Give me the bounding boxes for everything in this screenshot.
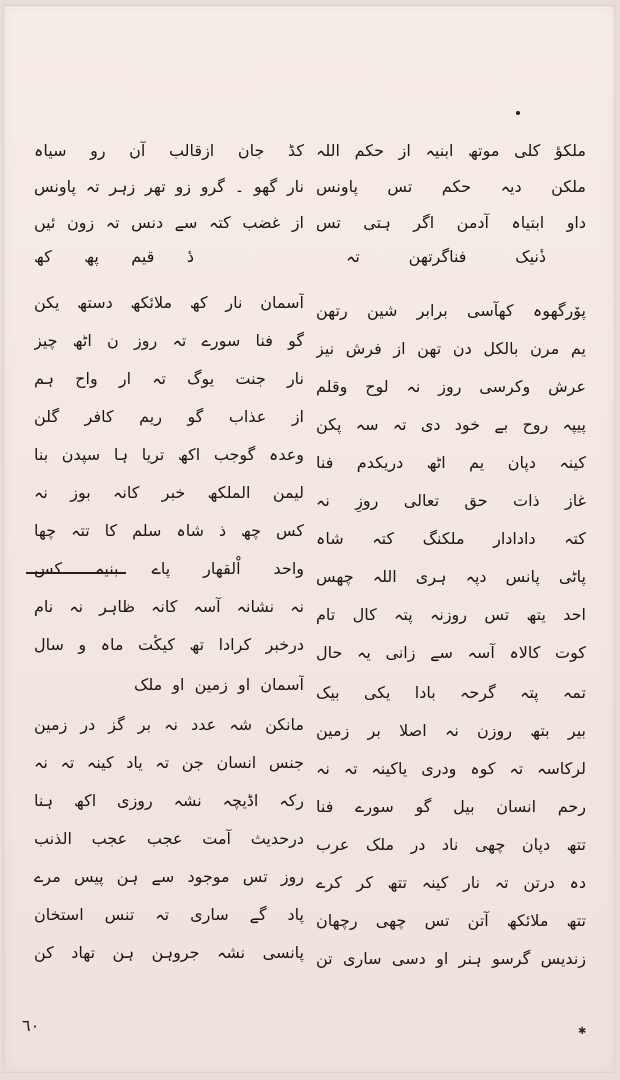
right-line-10: غاز ذات حق تعالی روزِ نہ (316, 491, 586, 510)
left-line-7: نار جنت یوگ تہ ار واح ہم (34, 369, 304, 388)
right-line-15: تمہ پتہ گرحہ بادا یکی بیک (316, 683, 586, 702)
left-line-13: نہ نشانہ آسہ کانہ ظاہر نہ نام (34, 597, 304, 616)
right-line-9: کینہ دپان یم اٹھ دریکدم فنا (316, 453, 586, 472)
right-line-11: کتہ دادادار ملکنگ کتہ شاہ (316, 529, 586, 548)
right-line-14: کوت کالاہ آسہ سے زانی یہ حال (316, 643, 586, 662)
left-line-22: پانسی نشہ جروہن ہن تھاد کن (34, 943, 304, 962)
left-line-21: پاد گے ساری تہ تنس استخان (34, 905, 304, 924)
left-line-1: کڈ جان ازقالب آن رو سیاہ (34, 141, 304, 160)
left-line-8: از عذاب گو ریم کافر گلن (34, 407, 304, 426)
left-line-6: گو فنا سورے تہ روز ن اٹھ چیز (34, 331, 304, 350)
left-line-16: مانکن شہ عدد نہ بر گز در زمین (34, 715, 304, 734)
ornament-dot (516, 111, 520, 115)
right-line-1: ملکؤ کلی موتھ ابنیہ از حکم اللہ (316, 141, 586, 160)
right-line-13: احد یتھ تس روزنہ پتہ کال تام (316, 605, 586, 624)
right-line-8: پیپہ روح بے خود دی تہ سہ پکن (316, 415, 586, 434)
page-number: ٦٠ (22, 1016, 40, 1035)
left-line-15: آسمان او زمین او ملک (134, 675, 304, 694)
left-line-3: از غضب کتہ سے دنس تہ زون ئیں (34, 213, 304, 232)
right-line-18: رحم انسان بیل گو سورے فنا (316, 797, 586, 816)
right-line-22: زندیس گرسو ہنر او دسی ساری تن (316, 949, 586, 968)
right-line-20: دہ درتن تہ نار کینہ تتھ کر کرے (316, 873, 586, 892)
right-line-2: ملکن دیہ حکم تس پاونس (316, 177, 586, 196)
left-line-20: روز تس موجود سے ہن پیس مرے (34, 867, 304, 886)
right-line-17: لرکاسہ تہ کوہ ودری یاکینہ تہ نہ (316, 759, 586, 778)
left-line-18: رکہ اڈیچہ نشہ روزی اکھ ہنا (34, 791, 304, 810)
right-line-3: داو ابتیاہ آدمن اگر ہتی تس (316, 213, 586, 232)
left-line-19: درحدیث آمت عجب عجب الذنب (34, 829, 304, 848)
right-line-12: پاٹی پانس دپہ ہری اللہ چھس (316, 567, 586, 586)
corner-mark: ✱ (578, 1026, 587, 1037)
right-line-6: یم مرن بالکل دن تھن از فرش نیز (316, 339, 586, 358)
left-line-14: درخبر کرادا تھ کیکٔت ماہ و سال (34, 635, 304, 654)
left-line-10: لیمن الملکھ خبر کانہ بوز نہ (34, 483, 304, 502)
left-line-12: واحد اْلقھار پاے بنیہ کس (34, 559, 304, 578)
left-line-2: نار گھو ۔ گرو زو تھر زہر تہ پاونس (34, 177, 304, 196)
manuscript-page (4, 6, 614, 1072)
right-line-4: ذٔنیک فناگرتھن تہ (346, 247, 546, 266)
right-line-7: عرش وکرسی روز نہ لوح وقلم (316, 377, 586, 396)
right-line-21: تتھ ملائکھ آتن تس چھی رچھان (316, 911, 586, 930)
left-line-17: جنس انسان جن تہ یاد کینہ تہ نہ (34, 753, 304, 772)
right-line-16: بیر بتھ روزن نہ اصلا بر زمین (316, 721, 586, 740)
left-line-11: کس چھ ذ شاہ سلم کا تتہ چھا (34, 521, 304, 540)
right-line-5: پوٚرگھوہ کھآسی برابر شین رتھن (316, 301, 586, 320)
left-line-9: وعدہ گوجب اکھ تریا ہا سپدن بنا (34, 445, 304, 464)
separator-rule (26, 572, 126, 574)
left-line-5: آسمان نار کھ ملائکھ دستھ یکن (34, 293, 304, 312)
left-line-4: دٔ قیم پھ کھ (34, 247, 194, 266)
right-line-19: تتھ دپان چھی ناد در ملک عرب (316, 835, 586, 854)
